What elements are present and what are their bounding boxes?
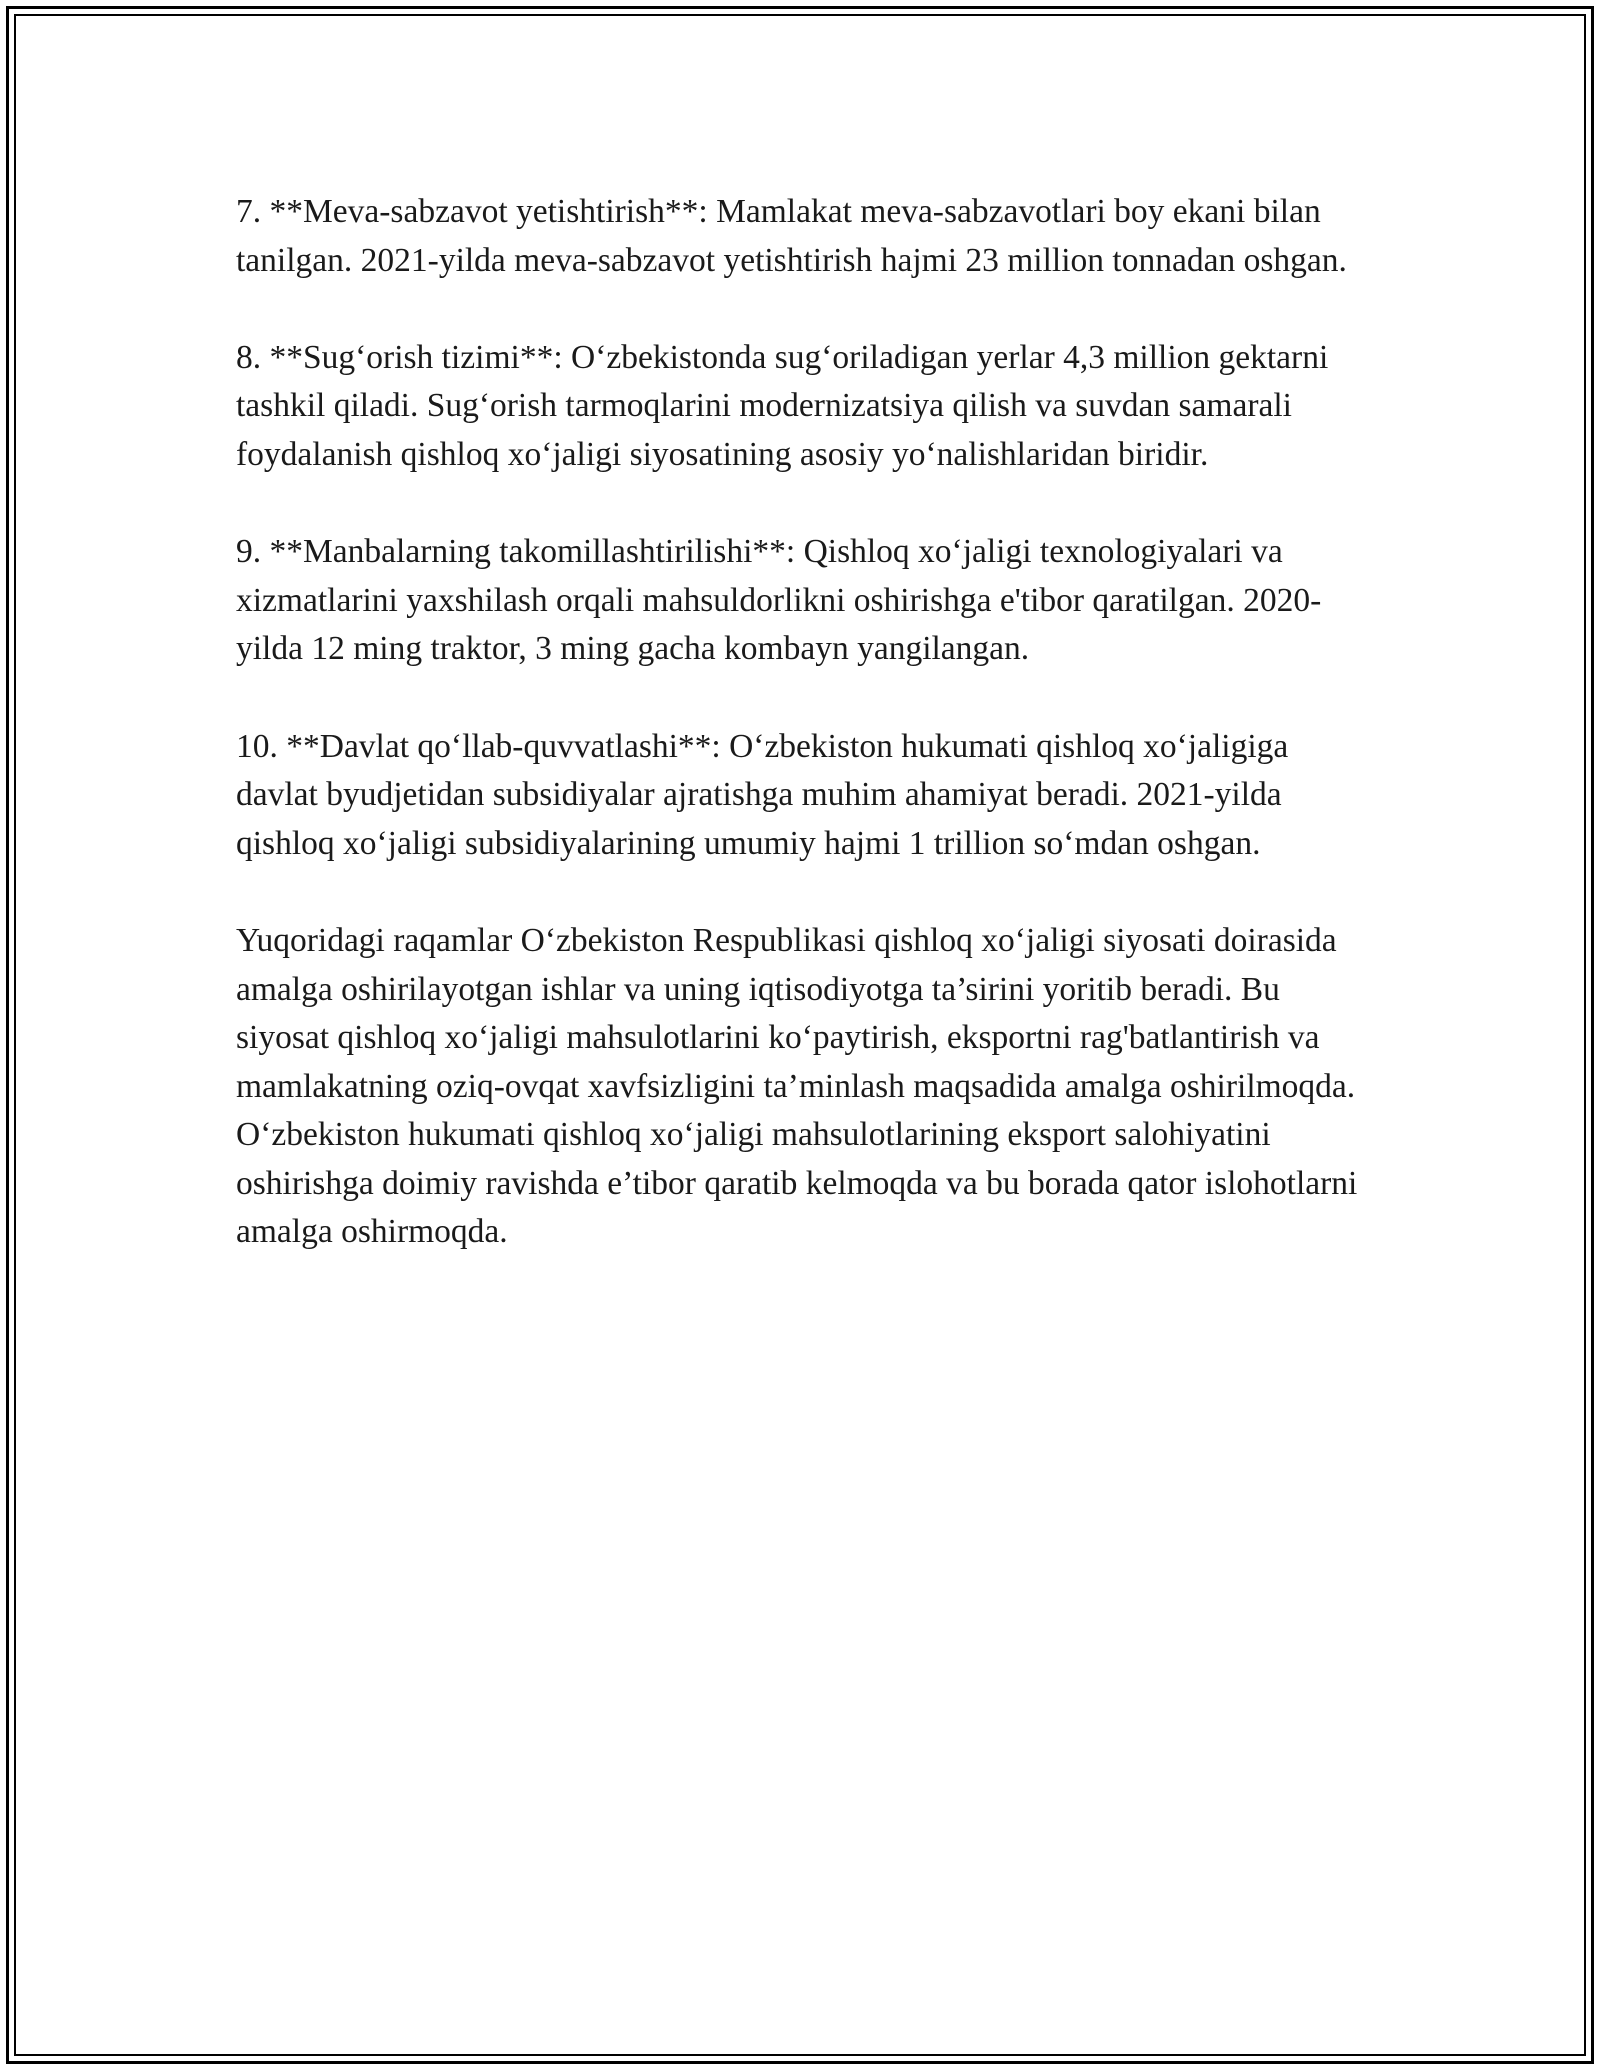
paragraph-state-support: 10. **Davlat qo‘llab-quvvatlashi**: O‘zbekiston hukumati qishloq xo‘jaligiga davlat byudjetidan subsidiyalar ajratishga muhim ahamiyat beradi. 2021-yilda qishloq xo‘jaligi subsidiyalarining umumiy hajmi 1 trillion so‘mdan oshgan.	[236, 727, 1289, 862]
paragraph-fruit-vegetable: 7. **Meva-sabzavot yetishtirish**: Mamlakat meva-sabzavotlari boy ekani bilan tanilgan. 2021-yilda meva-sabzavot yetishtirish hajmi 23 million tonnadan oshgan.	[236, 193, 1347, 279]
paragraph-resources: 9. **Manbalarning takomillashtirilishi**: Qishloq xo‘jaligi texnologiyalari va xizmatlarini yaxshilash orqali mahsuldorlikni oshirishga e'tibor qaratilgan. 2020-yilda 12 ming traktor, 3 ming gacha kombayn yangilangan.	[236, 533, 1322, 668]
paragraph-conclusion: Yuqoridagi raqamlar O‘zbekiston Respublikasi qishloq xo‘jaligi siyosati doirasida amalga oshirilayotgan ishlar va uning iqtisodiyotga ta’sirini yoritib beradi. Bu siyosat qishloq xo‘jaligi mahsulotlarini ko‘paytirish, eksportni rag'batlantirish va mamlakatning oziq-ovqat xavfsizligini ta’minlash maqsadida amalga oshirilmoqda. O‘zbekiston hukumati qishloq xo‘jaligi mahsulotlarining eksport salohiyatini oshirishga doimiy ravishda e’tibor qaratib kelmoqda va bu borada qator islohotlarni amalga oshirmoqda.	[236, 921, 1358, 1251]
paragraph-irrigation: 8. **Sug‘orish tizimi**: O‘zbekistonda sug‘oriladigan yerlar 4,3 million gektarni tashkil qiladi. Sug‘orish tarmoqlarini modernizatsiya qilish va suvdan samarali foydalanish qishloq xo‘jaligi siyosatining asosiy yo‘nalishlaridan biridir.	[236, 338, 1329, 473]
document-body	[236, 188, 1366, 1306]
